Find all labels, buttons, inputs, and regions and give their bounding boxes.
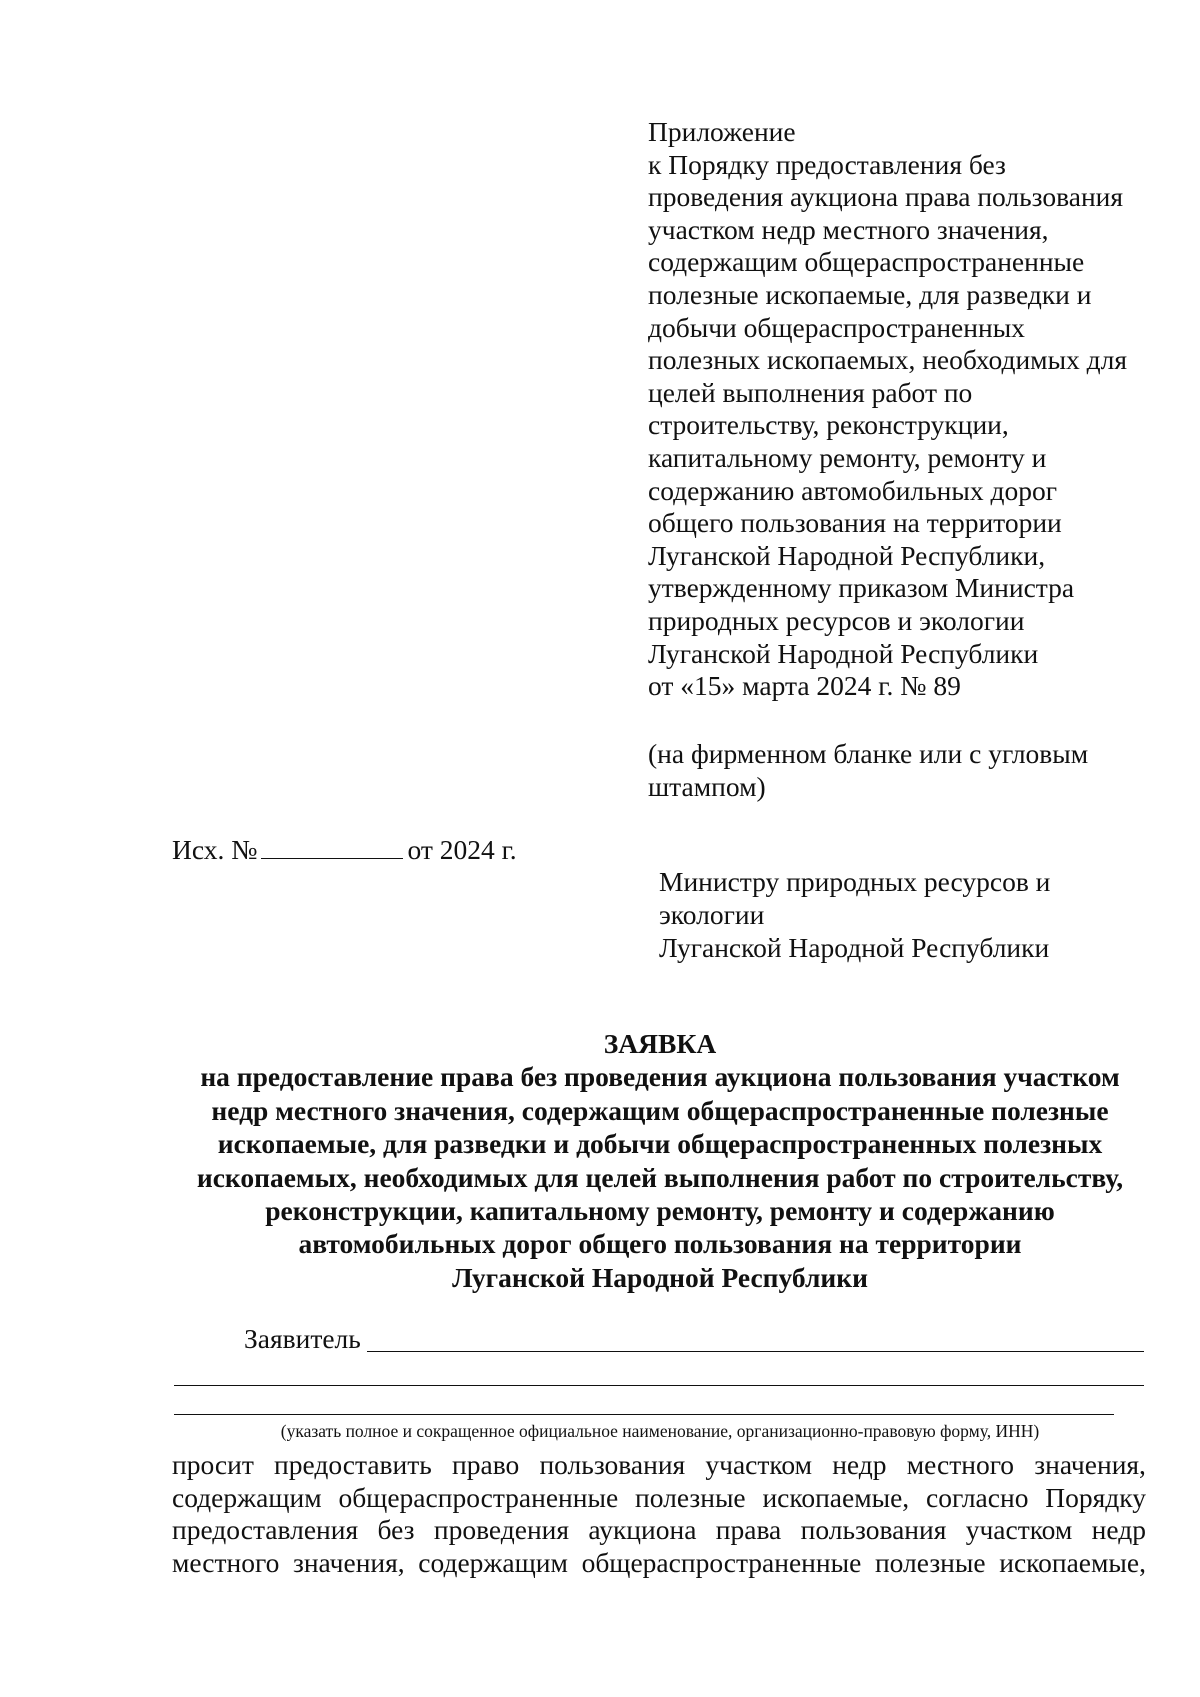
body-word: право (452, 1449, 520, 1480)
appendix-line: к Порядку предоставления без (648, 148, 1006, 180)
body-word: полезные (874, 1546, 986, 1578)
appendix-line: строительству, реконструкции, (648, 409, 1009, 441)
body-word: содержащим (172, 1481, 322, 1513)
body-word: Порядку (1045, 1481, 1146, 1513)
body-word: просит (172, 1449, 254, 1480)
body-word: общераспространенные (581, 1546, 862, 1578)
appendix-line: природных ресурсов и экологии (648, 604, 1025, 636)
body-paragraph (172, 1449, 1146, 1579)
body-word: значения, (1034, 1449, 1146, 1480)
body-word: пользования (539, 1449, 686, 1480)
body-word: ископаемые, (999, 1546, 1146, 1578)
body-line (172, 1482, 1146, 1515)
appendix-line: проведения аукциона права пользования (648, 181, 1124, 213)
appendix-line: капитальному ремонту, ремонту и (648, 441, 1047, 473)
applicant-hint: (указать полное и сокращенное официальное наименование, организационно-правовую форму, ИНН) (280, 1421, 1040, 1441)
outgoing-date: от 2024 г. (407, 834, 517, 865)
body-word: участком (965, 1514, 1073, 1546)
body-word: недр (1091, 1514, 1146, 1546)
addressee-line: Министру природных ресурсов и (659, 866, 1051, 897)
title-heading: ЗАЯВКА (603, 1028, 717, 1059)
appendix-line: полезных ископаемых, необходимых для (648, 344, 1128, 376)
applicant-field-line-3 (174, 1414, 1114, 1415)
title-line: реконструкции, капитальному ремонту, ремонту и содержанию (265, 1195, 1055, 1227)
body-word: предоставления (172, 1514, 359, 1546)
appendix-line: целей выполнения работ по (648, 376, 973, 408)
body-word: общераспространенные (338, 1481, 619, 1513)
title-line: недр местного значения, содержащим общераспространенные полезные (211, 1094, 1109, 1126)
applicant-field-line (367, 1351, 1144, 1352)
body-word: значения, (292, 1546, 405, 1578)
body-word: согласно (926, 1481, 1029, 1513)
letterhead-note (648, 737, 1168, 803)
addressee-line: экологии (659, 899, 765, 930)
appendix-line: от «15» марта 2024 г. № 89 (648, 670, 961, 702)
appendix-line: утвержденному приказом Министра (648, 572, 1075, 604)
appendix-header (648, 116, 1168, 703)
applicant-label: Заявитель (244, 1323, 361, 1354)
body-word: без (377, 1514, 415, 1546)
body-word: недр (832, 1449, 887, 1480)
title-line: на предоставление права без проведения аукциона пользования участком (200, 1061, 1120, 1093)
appendix-line: Луганской Народной Республики, (648, 539, 1046, 571)
body-word: проведения (433, 1514, 570, 1546)
letterhead-note-line: штампом) (648, 771, 766, 802)
outgoing-number (172, 833, 517, 866)
title-line: ископаемых, необходимых для целей выполнения работ по строительству, (196, 1161, 1124, 1193)
appendix-line: участком недр местного значения, (648, 213, 1049, 245)
letterhead-note-line: (на фирменном бланке или с угловым (648, 738, 1089, 769)
body-word: предоставить (274, 1449, 432, 1480)
title-line: ископаемые, для разведки и добычи общераспространенных полезных (217, 1128, 1103, 1160)
body-word: аукциона (588, 1514, 697, 1546)
appendix-line: Приложение (648, 116, 796, 147)
appendix-line: содержанию автомобильных дорог (648, 474, 1058, 506)
outgoing-prefix: Исх. № (172, 834, 258, 865)
appendix-line: содержащим общераспространенные (648, 246, 1085, 278)
body-word: права (715, 1514, 782, 1546)
document-title (160, 1027, 1160, 1294)
title-line: Луганской Народной Республики (452, 1261, 868, 1293)
body-word: пользования (800, 1514, 947, 1546)
body-word: участком (705, 1449, 812, 1480)
appendix-line: добычи общераспространенных (648, 311, 1025, 343)
outgoing-number-blank (261, 836, 403, 859)
body-word: полезные (635, 1481, 746, 1513)
body-line (172, 1547, 1146, 1580)
appendix-line: Луганской Народной Республики (648, 637, 1039, 669)
body-line (172, 1514, 1146, 1547)
body-line (172, 1449, 1146, 1482)
body-word: ископаемые, (762, 1481, 910, 1513)
body-word: местного (172, 1546, 280, 1578)
addressee-block (659, 865, 1159, 964)
appendix-line: общего пользования на территории (648, 507, 1062, 539)
body-word: местного (906, 1449, 1015, 1480)
applicant-field-line-2 (174, 1385, 1144, 1386)
appendix-line: полезные ископаемые, для разведки и (648, 278, 1092, 310)
addressee-line: Луганской Народной Республики (659, 932, 1050, 963)
title-line: автомобильных дорог общего пользования на территории (298, 1228, 1022, 1260)
body-word: содержащим (418, 1546, 568, 1578)
